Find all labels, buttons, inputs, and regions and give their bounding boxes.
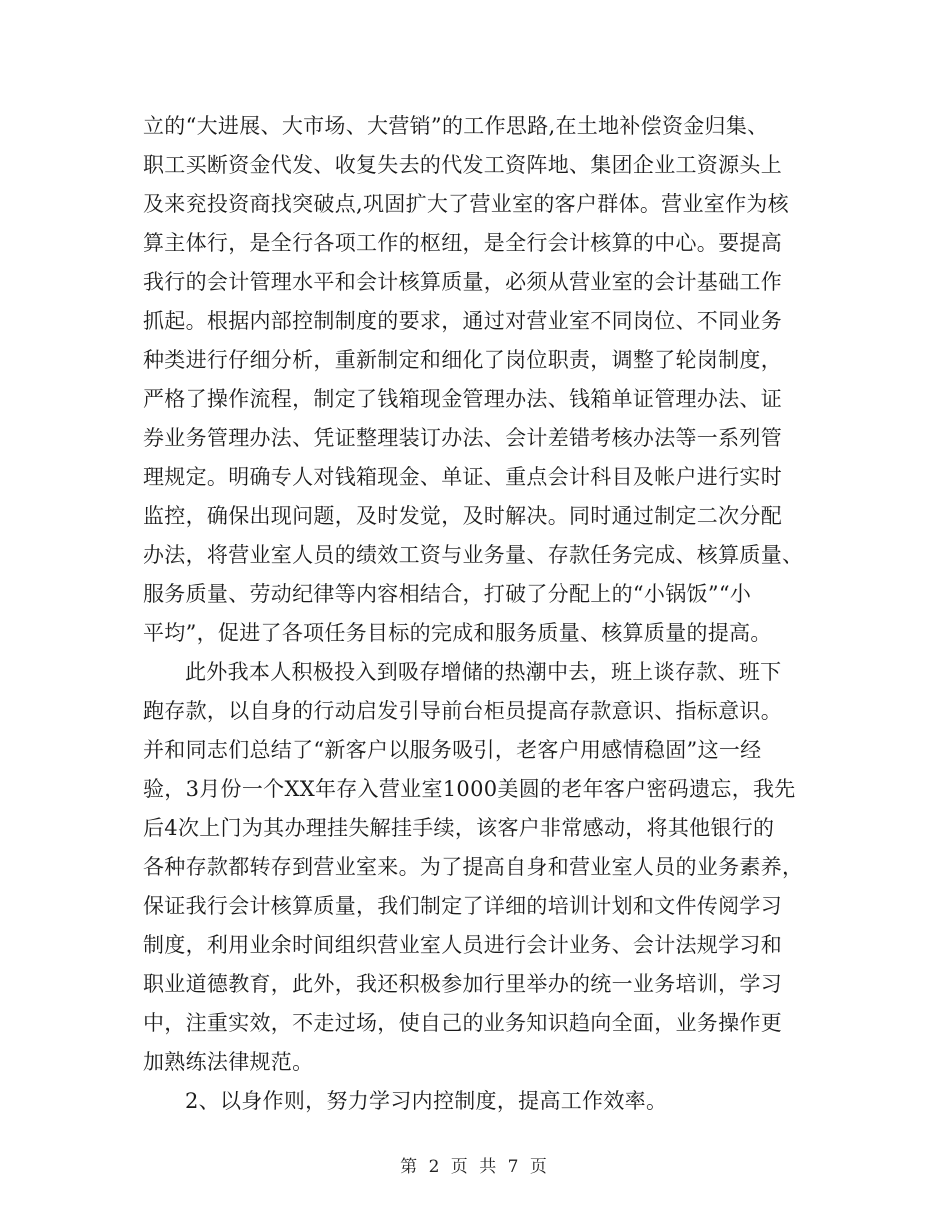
text-line: 及来兖投资商找突破点,巩固扩大了营业室的客户群体。营业室作为核	[143, 192, 789, 216]
text-line: 券业务管理办法、凭证整理装订办法、会计差错考核办法等一系列管	[143, 426, 782, 450]
document-body	[143, 107, 815, 1121]
text-line: 职业道德教育，此外，我还积极参加行里举办的统一业务培训，学习	[143, 972, 782, 996]
text-line: 跑存款，以自身的行动启发引导前台柜员提高存款意识、指标意识。	[143, 699, 782, 723]
section-heading-line: 2、以身作则，努力学习内控制度，提高工作效率。	[185, 1089, 668, 1113]
text-line: 保证我行会计核算质量，我们制定了详细的培训计划和文件传阅学习	[143, 894, 782, 918]
paragraph-start-line: 此外我本人积极投入到吸存增储的热潮中去，班上谈存款、班下	[185, 660, 782, 684]
text-line: 平均”，促进了各项任务目标的完成和服务质量、核算质量的提高。	[143, 621, 772, 645]
text-line: 算主体行，是全行各项工作的枢纽，是全行会计核算的中心。要提高	[143, 231, 782, 255]
text-line: 后4次上门为其办理挂失解挂手续，该客户非常感动，将其他银行的	[143, 816, 775, 840]
text-line: 各种存款都转存到营业室来。为了提高自身和营业室人员的业务素养，	[143, 855, 804, 879]
text-line: 监控，确保出现问题，及时发觉，及时解决。同时通过制定二次分配	[143, 504, 782, 528]
text-line: 种类进行仔细分析，重新制定和细化了岗位职责，调整了轮岗制度，	[143, 348, 782, 372]
text-line: 并和同志们总结了“新客户以服务吸引，老客户用感情稳固”这一经	[143, 738, 762, 762]
text-line: 我行的会计管理水平和会计核算质量，必须从营业室的会计基础工作	[143, 270, 782, 294]
text-line: 服务质量、劳动纪律等内容相结合，打破了分配上的“小锅饭”“小	[143, 582, 752, 606]
text-line: 加熟练法律规范。	[143, 1050, 314, 1074]
text-line: 制度，利用业余时间组织营业室人员进行会计业务、会计法规学习和	[143, 933, 782, 957]
text-line: 职工买断资金代发、收复失去的代发工资阵地、集团企业工资源头上	[143, 153, 782, 177]
text-line: 验，3月份一个XX年存入营业室1000美圆的老年客户密码遗忘，我先	[143, 777, 796, 801]
text-line: 中，注重实效，不走过场，使自己的业务知识趋向全面，业务操作更	[143, 1011, 782, 1035]
text-line: 抓起。根据内部控制制度的要求，通过对营业室不同岗位、不同业务	[143, 309, 782, 333]
text-line: 办法，将营业室人员的绩效工资与业务量、存款任务完成、核算质量、	[143, 543, 804, 567]
text-line: 理规定。明确专人对钱箱现金、单证、重点会计科目及帐户进行实时	[143, 465, 782, 489]
text-line: 严格了操作流程，制定了钱箱现金管理办法、钱箱单证管理办法、证	[143, 387, 782, 411]
page-number-footer: 第 2 页 共 7 页	[400, 1157, 550, 1177]
text-line: 立的“大进展、大市场、大营销”的工作思路,在土地补偿资金归集、	[143, 114, 769, 138]
